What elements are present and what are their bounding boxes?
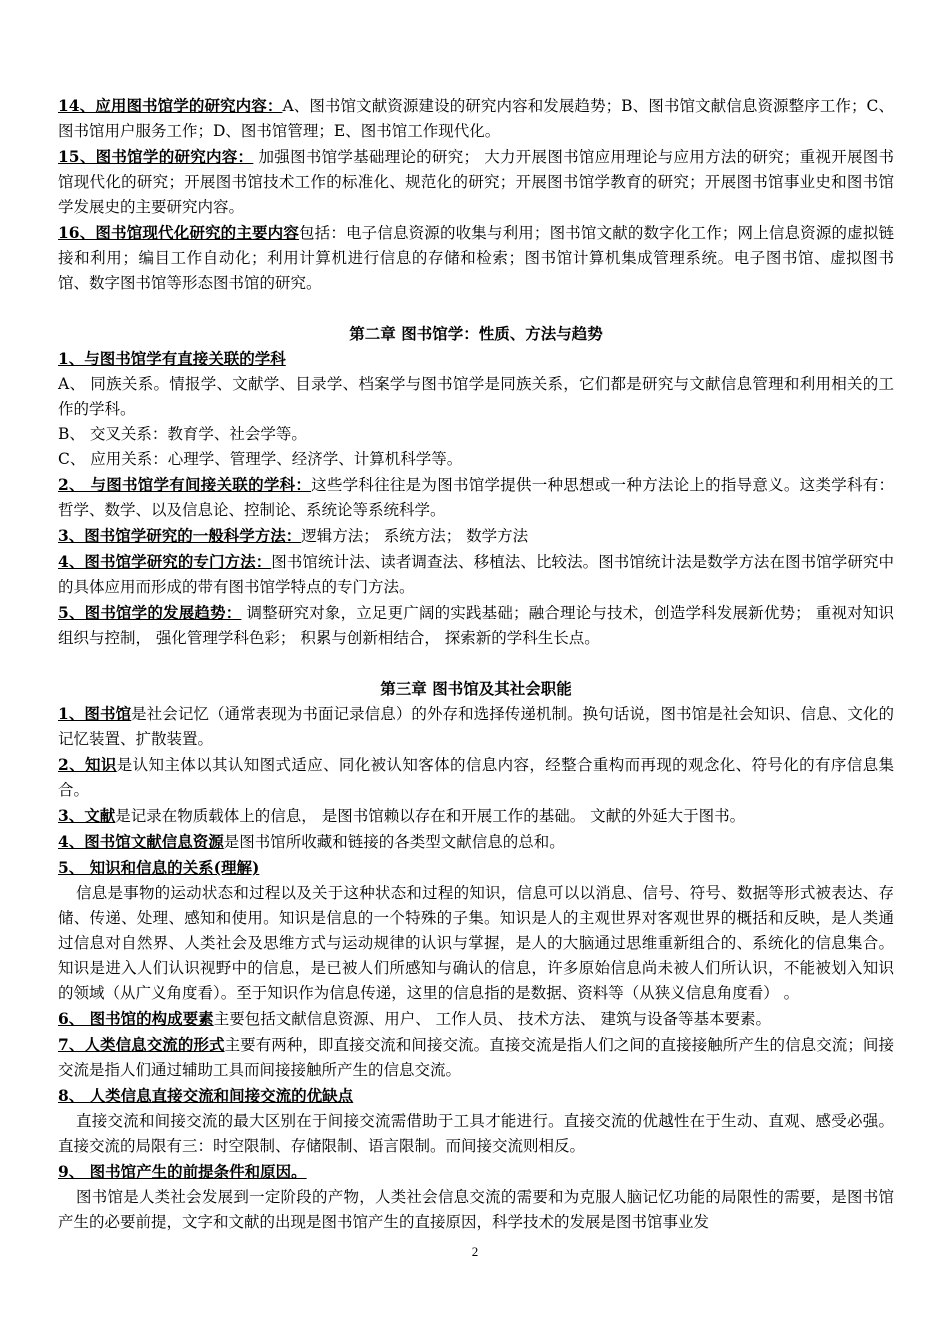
paragraph xyxy=(58,220,894,296)
paragraph-text: 加强图书馆学基础理论的研究； 大力开展图书馆应用理论与应用方法的研究；重视开展图书馆现代化的研究；开展图书馆技术工作的标准化、规范化的研究；开展图书馆学教育的研究；开展图书馆事业史和图书馆学发展史的主要研究内容。 xyxy=(58,148,895,216)
paragraph-heading: 1、图书馆 xyxy=(58,704,132,723)
paragraph xyxy=(58,803,894,829)
paragraph xyxy=(58,701,894,752)
paragraph xyxy=(58,1032,894,1083)
paragraph xyxy=(58,144,894,220)
paragraph xyxy=(58,829,894,855)
paragraph-text: 是社会记忆（通常表现为书面记录信息）的外存和选择传递机制。换句话说，图书馆是社会知识、信息、文化的记忆装置、扩散装置。 xyxy=(58,705,894,748)
paragraph-text: 包括：电子信息资源的收集与利用；图书馆文献的数字化工作；网上信息资源的虚拟链接和利用；编目工作自动化；利用计算机进行信息的存储和检索；图书馆计算机集成管理系统。电子图书馆、虚拟图书馆、数字图书馆等形态图书馆的研究。 xyxy=(58,224,894,292)
paragraph xyxy=(58,1083,894,1109)
paragraph-text: 图书馆是人类社会发展到一定阶段的产物，人类社会信息交流的需要和为克服人脑记忆功能的局限性的需要，是图书馆产生的必要前提，文字和文献的出现是图书馆产生的直接原因，科学技术的发展是图书馆事业发 xyxy=(58,1188,894,1231)
paragraph xyxy=(58,472,894,523)
paragraph xyxy=(58,372,894,422)
paragraph xyxy=(58,1159,894,1185)
paragraph xyxy=(58,549,894,600)
paragraph-text: 直接交流和间接交流的最大区别在于间接交流需借助于工具才能进行。直接交流的优越性在于生动、直观、感受必强。直接交流的局限有三：时空限制、存储限制、语言限制。而间接交流则相反。 xyxy=(58,1112,894,1155)
paragraph-text: A、 同族关系。情报学、文献学、目录学、档案学与图书馆学是同族关系，它们都是研究与文献信息管理和利用相关的工作的学科。 xyxy=(58,375,894,418)
paragraph-text: 调整研究对象，立足更广阔的实践基础；融合理论与技术，创造学科发展新优势； 重视对知识组织与控制， 强化管理学科色彩； 积累与创新相结合， 探索新的学科生长点。 xyxy=(58,604,894,647)
paragraph xyxy=(58,1109,894,1159)
chapter-3 xyxy=(58,676,894,1235)
spacer xyxy=(58,296,894,321)
paragraph xyxy=(58,881,894,1006)
paragraph xyxy=(58,523,894,549)
paragraph xyxy=(58,752,894,803)
paragraph-text: 主要包括文献信息资源、用户、 工作人员、 技术方法、 建筑与设备等基本要素。 xyxy=(213,1010,771,1028)
paragraph xyxy=(58,600,894,651)
spacer xyxy=(58,651,894,676)
paragraph xyxy=(58,422,894,447)
paragraph-text: 逻辑方法； 系统方法； 数学方法 xyxy=(301,527,529,545)
paragraph-heading: 16、图书馆现代化研究的主要内容 xyxy=(58,223,299,242)
paragraph xyxy=(58,855,894,881)
paragraph-heading: 2、知识 xyxy=(58,755,117,774)
paragraph-heading: 3、文献 xyxy=(58,806,116,825)
paragraph-heading: 5、图书馆学的发展趋势： xyxy=(58,603,242,622)
page-number: 2 xyxy=(471,1244,479,1259)
paragraph-heading: 7、人类信息交流的形式 xyxy=(58,1035,225,1054)
chapter-title: 第三章 图书馆及其社会职能 xyxy=(380,679,572,698)
paragraph-text: 信息是事物的运动状态和过程以及关于这种状态和过程的知识，信息可以以消息、信号、符号、数据等形式被表达、存储、传递、处理、感知和使用。知识是信息的一个特殊的子集。知识是人的主观世界对客观世界的概括和反映，是人类通过信息对自然界、人类社会及思维方式与运动规律的认识与掌握，是人的大脑通过思维重新组合的、系统化的信息集合。知识是进入人们认识视野中的信息，是已被人们所感知与确认的信息，许多原始信息尚未被人们所认识，不能被划入知识的领域（从广义角度看）。至于知识作为信息传递，这里的信息指的是数据、资料等（从狭义信息角度看） 。 xyxy=(58,884,894,1002)
chapter-title: 第二章 图书馆学：性质、方法与趋势 xyxy=(349,324,603,343)
paragraph xyxy=(58,1006,894,1032)
paragraph-heading: 4、图书馆学研究的专门方法： xyxy=(58,552,272,571)
paragraph-heading: 4、图书馆文献信息资源 xyxy=(58,832,224,851)
paragraph-heading: 2、 与图书馆学有间接关联的学科： xyxy=(58,475,312,494)
paragraph-text: 图书馆统计法、读者调查法、移植法、比较法。图书馆统计法是数学方法在图书馆学研究中的具体应用而形成的带有图书馆学特点的专门方法。 xyxy=(58,553,894,596)
paragraph-heading: 3、图书馆学研究的一般科学方法： xyxy=(58,526,302,545)
paragraph-text: 是认知主体以其认知图式适应、同化被认知客体的信息内容，经整合重构而再现的观念化、符号化的有序信息集合。 xyxy=(58,756,894,799)
paragraph xyxy=(58,447,894,472)
paragraph-text: 是图书馆所收藏和链接的各类型文献信息的总和。 xyxy=(223,833,565,851)
paragraph xyxy=(58,93,894,144)
paragraph-text: C、 应用关系：心理学、管理学、经济学、计算机科学等。 xyxy=(58,450,463,468)
paragraph-heading: 8、 人类信息直接交流和间接交流的优缺点 xyxy=(58,1086,354,1105)
chapter-2 xyxy=(58,321,894,651)
document-body xyxy=(58,93,894,1235)
paragraph xyxy=(58,346,894,372)
paragraph-text: 主要有两种，即直接交流和间接交流。直接交流是指人们之间的直接接触所产生的信息交流；间接交流是指人们通过辅助工具而间接接触所产生的信息交流。 xyxy=(58,1036,894,1079)
section-research-content xyxy=(58,93,894,296)
paragraph-heading: 6、 图书馆的构成要素 xyxy=(58,1009,214,1028)
paragraph-heading: 9、 图书馆产生的前提条件和原因。 xyxy=(58,1162,307,1181)
paragraph-text: 是记录在物质载体上的信息， 是图书馆赖以存在和开展工作的基础。 文献的外延大于图书。 xyxy=(115,807,746,825)
paragraph-heading: 15、图书馆学的研究内容： xyxy=(58,147,254,166)
paragraph xyxy=(58,1185,894,1235)
paragraph-heading: 1、与图书馆学有直接关联的学科 xyxy=(58,349,286,368)
paragraph-heading: 14、应用图书馆学的研究内容： xyxy=(58,96,283,115)
paragraph-text: B、 交叉关系：教育学、社会学等。 xyxy=(58,425,307,443)
paragraph-text: 这些学科往往是为图书馆学提供一种思想或一种方法论上的指导意义。这类学科有：哲学、数学、以及信息论、控制论、系统论等系统科学。 xyxy=(58,476,894,519)
paragraph-text: A、图书馆文献资源建设的研究内容和发展趋势；B、图书馆文献信息资源整序工作；C、图书馆用户服务工作；D、图书馆管理；E、图书馆工作现代化。 xyxy=(58,97,894,140)
paragraph-heading: 5、 知识和信息的关系(理解) xyxy=(58,858,260,877)
